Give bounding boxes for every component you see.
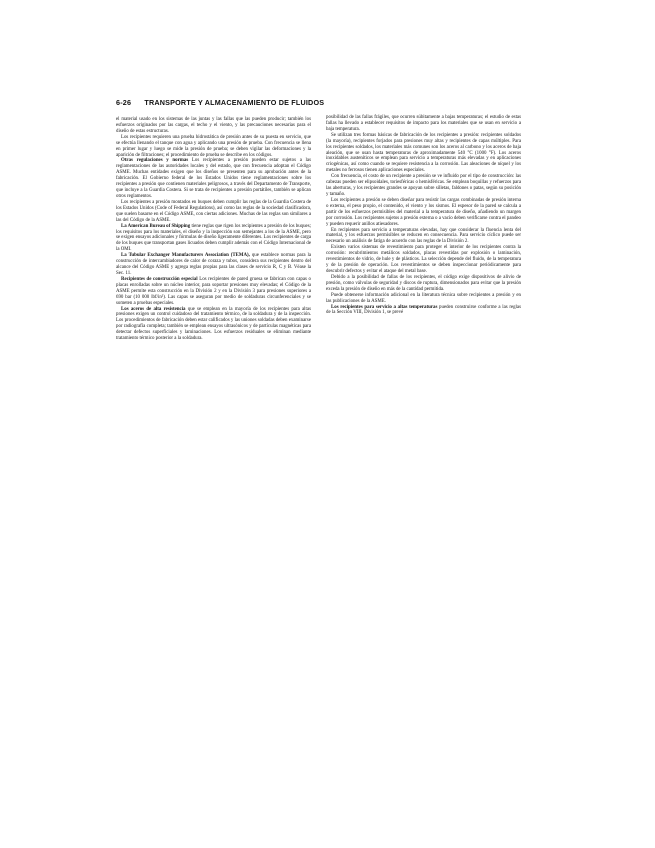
body-paragraph <box>326 245 521 275</box>
body-paragraph <box>326 174 521 198</box>
body-paragraph <box>116 307 311 343</box>
body-paragraph <box>326 115 521 133</box>
paragraph-text: Se utilizan tres formas básicas de fabricación de los recipientes a presión: recipientes soldados (la mayoría), recipientes forjados para presiones muy altas y recipientes de capas múltiples. Para los recipientes soldados, los materiales más comunes son los aceros al carbono y los aceros de baja aleación, que se usan hasta temperaturas de aproximadamente 540 °C (1000 °F). Los aceros inoxidables austeníticos se emplean para servicio a temperaturas más elevadas y en aplicaciones criogénicas, así como cuando se requiere resistencia a la corrosión. Las aleaciones de níquel y los metales no ferrosos tienen aplicaciones especiales. <box>326 132 521 174</box>
run-in-heading: La American Bureau of Shipping <box>121 223 191 229</box>
right-text-column <box>326 115 521 316</box>
paragraph-text: Existen varios sistemas de revestimiento para proteger el interior de los recipientes contra la corrosión: recubrimientos metálicos soldados, placas revestidas por explosión o laminación, revestimientos de vidrio, de hule y de plásticos. La selección depende del fluido, de la temperatura y de la presión de operación. Los revestimientos se deben inspeccionar periódicamente para descubrir defectos y evitar el ataque del metal base. <box>326 245 521 274</box>
run-in-heading: Los aceros de alta resistencia <box>121 306 186 312</box>
body-paragraph <box>116 224 311 254</box>
paragraph-text: Puede obtenerse información adicional en la literatura técnica sobre recipientes a presión y en las publicaciones de la ASME. <box>326 292 521 304</box>
body-paragraph <box>326 305 521 317</box>
paragraph-text: Los recipientes a presión pueden estar sujetos a las reglamentaciones de las autoridades locales y del estado, que con frecuencia adoptan el Código ASME. Muchas entidades exigen que los diseños se presenten para su aprobación antes de la fabricación. El Gobierno federal de los Estados Unidos tiene reglamentaciones sobre los recipientes a presión que contienen materiales peligrosos, a través del Departamento de Transporte, que incluye a la Guardia Costera. Si se trata de recipientes a presión portátiles, también se aplican otros reglamentos. <box>116 158 311 199</box>
paragraph-text: el material usado en los sistemas de las juntas y las fallas que las pueden producir; también los esfuerzos originados por las cargas, el techo y el viento, y las precauciones necesarias para el diseño de estas estructuras. <box>116 117 311 134</box>
page-number: 6-26 <box>116 98 132 107</box>
left-text-column <box>116 117 311 342</box>
page-header <box>116 98 536 107</box>
body-paragraph <box>326 133 521 174</box>
body-paragraph <box>326 293 521 305</box>
body-paragraph <box>116 158 311 199</box>
paragraph-text: pueden construirse conforme a las reglas de la Sección VIII, División 1, se prevé <box>326 304 521 316</box>
run-in-heading: Recipientes de construcción especial <box>121 276 198 282</box>
body-paragraph <box>326 198 521 228</box>
body-paragraph <box>116 117 311 135</box>
body-paragraph <box>326 228 521 246</box>
paragraph-text: Los recipientes a presión montados en buques deben cumplir las reglas de la Guardia Costera de los Estados Unidos (Code of Federal Regulations), así como las reglas de la sociedad clasificadora, que suelen basarse en el Código ASME, con ciertas adiciones. Muchas de las reglas son similares a las del Código de la ASME. <box>116 199 311 223</box>
paragraph-text: Los recipientes a presión se deben diseñar para resistir las cargas combinadas de presión interna o externa, el peso propio, el contenido, el viento y los sismos. El espesor de la pared se calcula a partir de los esfuerzos permisibles del material a la temperatura de diseño, añadiendo un margen por corrosión. Los recipientes sujetos a presión externa o a vacío deben verificarse contra el pandeo y pueden requerir anillos atiesadores. <box>326 197 522 227</box>
run-in-heading: Los recipientes para servicio a altas temperaturas <box>331 304 438 310</box>
paragraph-text: Con frecuencia, el costo de un recipiente a presión se ve influido por el tipo de construcción: las cabezas pueden ser elipsoidales, toriesféricas o hemisféricas. Se emplean boquillas y refuerzos para las aberturas, y los recipientes grandes se apoyan sobre silletas, faldones o patas, según su posición y tamaño. <box>326 174 521 197</box>
body-paragraph <box>116 200 311 224</box>
running-title: TRANSPORTE Y ALMACENAMIENTO DE FLUIDOS <box>144 98 325 107</box>
body-paragraph <box>116 277 311 307</box>
paragraph-text: que se emplean en la mayoría de los recipientes para altas presiones exigen un control cuidadoso del tratamiento térmico, de la soldadura y de la inspección. Los procedimientos de fabricación deben estar calificados y las uniones soldadas deben examinarse por radiografía completa; también se emplean ensayos ultrasónicos y de partículas magnéticas para detectar defectos superficiales y laminaciones. Los esfuerzos residuales se eliminan mediante tratamiento térmico posterior a la soldadura. <box>116 306 311 342</box>
paragraph-text: Los recipientes requieren una prueba hidrostática de presión antes de su puesta en servicio, que se efectúa llenando el tanque con agua y aplicando una presión de prueba. Con frecuencia se llena en primer lugar y luego se mide la presión de prueba; se deben vigilar las deformaciones y la aparición de filtraciones; el procedimiento de prueba se describe en los códigos. <box>116 134 311 158</box>
paragraph-text: En recipientes para servicio a temperaturas elevadas, hay que considerar la fluencia lenta del material, y los esfuerzos permisibles se reducen en consecuencia. Para servicio cíclico puede ser necesario un análisis de fatiga de acuerdo con las reglas de la División 2. <box>326 227 521 245</box>
paragraph-text: Los recipientes de pared gruesa se fabrican con capas o placas enrolladas sobre un núcleo interior, para soportar presiones muy elevadas; el Código de la ASME permite esta construcción en la División 2 y en la División 3 para presiones superiores a 690 bar (10 000 lbf/in²). Las capas se aseguran por medio de soldaduras circunferenciales y se someten a pruebas especiales. <box>116 276 311 306</box>
run-in-heading: Otras regulaciones y normas <box>121 158 189 164</box>
paragraph-text: Debido a la posibilidad de fallas de los recipientes, el código exige dispositivos de alivio de presión, como válvulas de seguridad y discos de ruptura, dimensionados para evitar que la presión exceda la presión de diseño en más de la cantidad permitida. <box>326 274 521 292</box>
paragraph-text: posibilidad de las fallas frágiles, que ocurren súbitamente a bajas temperaturas; el estudio de estas fallas ha llevado a establecer requisitos de impacto para los materiales que se usan en servicio a baja temperatura. <box>326 115 521 132</box>
paragraph-text: que establece normas para la construcción de intercambiadores de calor de coraza y tubos, considera sus recipientes dentro del alcance del Código ASME y agrega reglas propias para las clases de servicio R, C y B. Véase la Sec. 11. <box>116 253 311 276</box>
run-in-heading: La Tubular Exchanger Manufacturers Association (TEMA), <box>121 253 250 259</box>
body-paragraph <box>116 253 311 277</box>
body-paragraph <box>116 135 311 159</box>
paragraph-text: tiene reglas que rigen los recipientes a presión de los buques; los requisitos para los materiales, el diseño y la inspección son semejantes a los de la ASME, pero se exigen ensayos adicionales y fórmulas de diseño ligeramente diferentes. Los recipientes de carga de los buques que transportan gases licuados deben cumplir además con el Código Internacional de la OMI. <box>116 223 311 253</box>
body-paragraph <box>326 275 521 293</box>
